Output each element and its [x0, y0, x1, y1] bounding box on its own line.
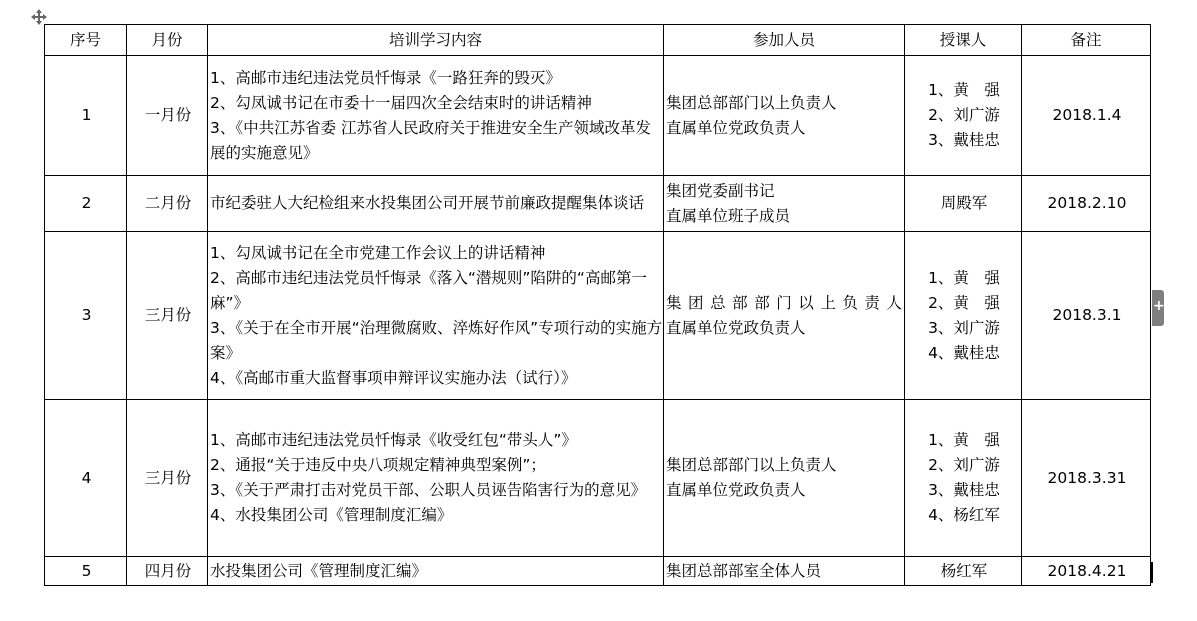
training-schedule-table: [44, 24, 1151, 586]
teacher-line: 2、刘广游: [928, 456, 1000, 474]
cell-participants[interactable]: [664, 56, 905, 176]
cell-note[interactable]: 2018.2.10: [1022, 176, 1151, 232]
participant-line: 集团总部部门以上负责人: [666, 93, 837, 112]
header-teacher: 授课人: [905, 25, 1022, 56]
content-line: 1、勾凤诚书记在全市党建工作会议上的讲话精神: [210, 243, 546, 262]
cell-teacher[interactable]: [905, 400, 1022, 557]
content-line: 2、通报“关于违反中央八项规定精神典型案例”；: [210, 456, 546, 474]
cell-index[interactable]: 2: [45, 176, 127, 232]
teacher-line: 杨红军: [940, 561, 988, 580]
content-line: 2、勾凤诚书记在市委十一届四次全会结束时的讲话精神: [210, 93, 592, 112]
cell-teacher[interactable]: [905, 56, 1022, 176]
teacher-line: 1、黄 强: [928, 81, 1000, 99]
cell-content[interactable]: [208, 232, 664, 400]
cell-note[interactable]: 2018.1.4: [1022, 56, 1151, 176]
cell-participants[interactable]: [664, 176, 905, 232]
teacher-line: 1、黄 强: [928, 268, 1000, 287]
cell-month[interactable]: 二月份: [127, 176, 208, 232]
content-line: 1、高邮市违纪违法党员忏悔录《收受红包“带头人”》: [210, 431, 577, 449]
content-line: 1、高邮市违纪违法党员忏悔录《一路狂奔的毁灭》: [210, 68, 561, 87]
cell-note[interactable]: 2018.4.21: [1022, 557, 1151, 586]
cell-index[interactable]: 1: [45, 56, 127, 176]
cell-month[interactable]: 四月份: [127, 557, 208, 586]
cell-teacher[interactable]: [905, 176, 1022, 232]
participant-line: 集团总部部门以上负责人: [666, 293, 902, 312]
content-line: 3、《关于在全市开展“治理微腐败、淬炼好作风”专项行动的实施方案》: [210, 318, 663, 362]
content-line: 市纪委驻人大纪检组来水投集团公司开展节前廉政提醒集体谈话: [210, 194, 645, 212]
teacher-line: 4、戴桂忠: [928, 343, 1000, 362]
teacher-line: 3、戴桂忠: [928, 481, 1000, 499]
add-column-handle-icon[interactable]: [1152, 290, 1164, 326]
cell-month[interactable]: 三月份: [127, 400, 208, 557]
table-row: [45, 176, 1151, 232]
header-note: 备注: [1022, 25, 1151, 56]
teacher-line: 1、黄 强: [928, 431, 1000, 449]
table-row: [45, 557, 1151, 586]
cell-index[interactable]: 4: [45, 400, 127, 557]
header-index: 序号: [45, 25, 127, 56]
cell-note[interactable]: 2018.3.1: [1022, 232, 1151, 400]
cell-index[interactable]: 5: [45, 557, 127, 586]
cell-content[interactable]: [208, 176, 664, 232]
cell-month[interactable]: 一月份: [127, 56, 208, 176]
teacher-line: 2、黄 强: [928, 293, 1000, 312]
content-line: 2、高邮市违纪违法党员忏悔录《落入“潜规则”陷阱的“高邮第一麻”》: [210, 268, 647, 312]
teacher-line: 3、戴桂忠: [928, 131, 1000, 149]
content-line: 4、水投集团公司《管理制度汇编》: [210, 506, 453, 524]
cell-content[interactable]: [208, 557, 664, 586]
cell-index[interactable]: 3: [45, 232, 127, 400]
cell-content[interactable]: [208, 56, 664, 176]
participant-line: 直属单位党政负责人: [666, 481, 806, 499]
participant-line: 直属单位党政负责人: [666, 318, 806, 337]
participant-line: 直属单位党政负责人: [666, 118, 806, 137]
content-line: 水投集团公司《管理制度汇编》: [210, 561, 428, 580]
header-participants: 参加人员: [664, 25, 905, 56]
cell-note[interactable]: 2018.3.31: [1022, 400, 1151, 557]
content-line: 3、《关于严肃打击对党员干部、公职人员诬告陷害行为的意见》: [210, 481, 647, 499]
participant-line: 集团党委副书记: [666, 181, 775, 200]
table-row: [45, 56, 1151, 176]
teacher-line: 周殿军: [940, 194, 988, 212]
table-row: [45, 400, 1151, 557]
teacher-line: 3、刘广游: [928, 318, 1000, 337]
content-line: 3、《中共江苏省委 江苏省人民政府关于推进安全生产领域改革发展的实施意见》: [210, 118, 652, 162]
cell-participants[interactable]: [664, 400, 905, 557]
cell-teacher[interactable]: [905, 232, 1022, 400]
cell-participants[interactable]: [664, 232, 905, 400]
text-cursor: [1151, 562, 1153, 583]
participant-line: 集团总部部室全体人员: [666, 561, 822, 580]
cell-content[interactable]: [208, 400, 664, 557]
header-content: 培训学习内容: [208, 25, 664, 56]
table-header-row: [45, 25, 1151, 56]
teacher-line: 2、刘广游: [928, 106, 1000, 124]
participant-line: 集团总部部门以上负责人: [666, 456, 837, 474]
cell-participants[interactable]: [664, 557, 905, 586]
cell-teacher[interactable]: [905, 557, 1022, 586]
header-month: 月份: [127, 25, 208, 56]
table-row: [45, 232, 1151, 400]
cell-month[interactable]: 三月份: [127, 232, 208, 400]
content-line: 4、《高邮市重大监督事项申辩评议实施办法（试行）》: [210, 368, 577, 387]
teacher-line: 4、杨红军: [928, 506, 1000, 524]
participant-line: 直属单位班子成员: [666, 206, 791, 225]
